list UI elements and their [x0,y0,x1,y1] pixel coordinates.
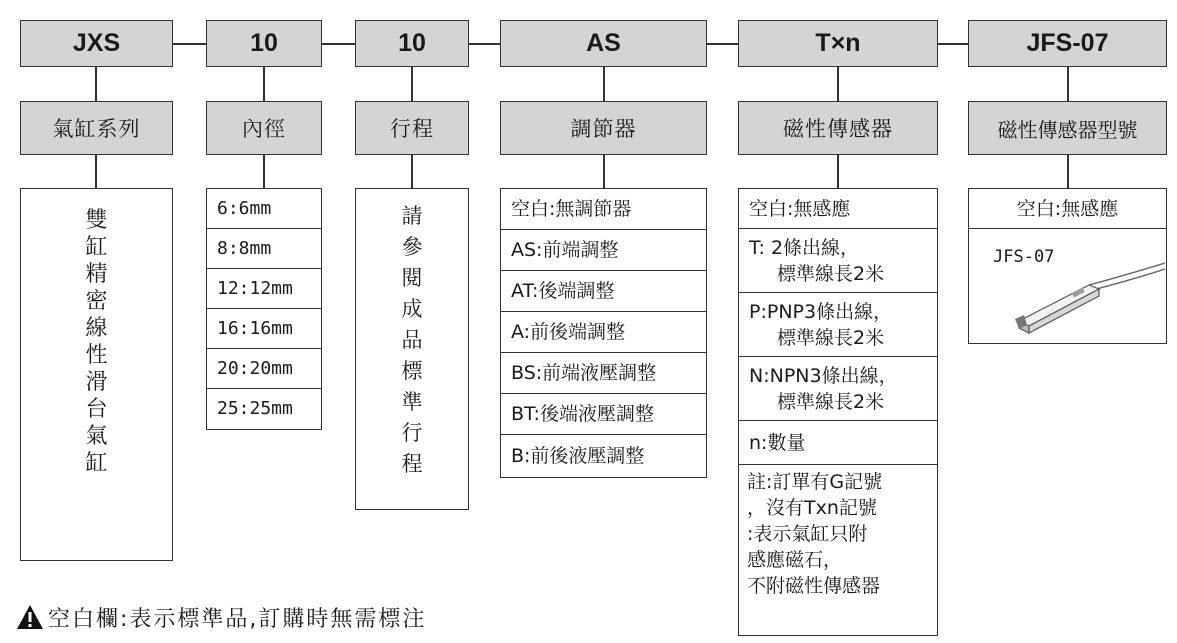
stroke-char: 品 [401,328,423,352]
stroke-char: 行 [401,421,423,445]
list-item: AS:前端調整 [501,230,706,271]
list-item [739,189,937,229]
label-sensor: 磁性傳感器 [738,101,938,155]
sensor-image-label: JFS-07 [993,247,1055,267]
sensor-image-panel [969,229,1166,342]
list-item [739,229,937,293]
sensor-illustration [969,229,1165,342]
sensor-n-line1: N:NPN3條出線， [749,364,898,387]
stroke-char: 參 [401,235,423,259]
code-regulator: AS [500,20,707,67]
list-item [739,357,937,421]
series-char: 雙 [85,208,108,233]
series-char: 線 [85,316,108,341]
bore-options [206,188,322,430]
sensor-t-line2: 標準線長2米 [777,262,885,285]
sensor-t-line1: T: 2條出線， [749,236,860,259]
series-char: 性 [85,343,108,368]
stroke-vertical-text [356,189,468,480]
stroke-char: 標 [401,359,423,383]
label-series: 氣缸系列 [20,101,173,155]
series-char: 密 [85,289,108,314]
series-char: 缸 [85,235,108,260]
stroke-detail [355,188,469,510]
list-item: 空白:無調節器 [501,189,706,230]
list-item [739,293,937,357]
list-item: BS:前端液壓調整 [501,353,706,394]
list-item: A:前後端調整 [501,312,706,353]
list-item: 8:8mm [207,229,321,269]
sensor-blank: 空白:無感應 [749,197,851,220]
code-sensor-model: JFS-07 [968,20,1167,67]
list-item: 25:25mm [217,397,293,419]
label-bore: 內徑 [206,101,322,155]
label-regulator: 調節器 [500,101,707,155]
label-stroke: 行程 [355,101,469,155]
series-char: 缸 [85,451,108,476]
series-char: 台 [85,397,108,422]
sensor-model-blank: 空白:無感應 [1016,197,1119,220]
sensor-options [738,188,938,636]
label-sensor-model: 磁性傳感器型號 [968,101,1167,155]
list-item: 20:20mm [207,349,321,389]
stroke-char: 成 [401,297,423,321]
list-item: B:前後液壓調整 [511,444,645,467]
sensor-model-options [968,188,1167,344]
list-item: 12:12mm [207,269,321,309]
code-sensor: T×n [738,20,938,67]
list-item: 16:16mm [207,309,321,349]
code-series: JXS [20,20,173,67]
list-item: 6:6mm [207,189,321,229]
list-item [969,189,1166,229]
regulator-options [500,188,707,478]
series-vertical-text [21,189,172,477]
sensor-note: 註:訂單有G記號 ，沒有Txn記號 :表示氣缸只附 感應磁石， 不附磁性傳感器 [747,471,883,597]
stroke-char: 閱 [401,266,423,290]
sensor-count: n:數量 [749,431,806,454]
series-char: 精 [85,262,108,287]
stroke-char: 程 [401,452,423,476]
stroke-char: 準 [401,390,423,414]
series-char: 滑 [85,370,108,395]
code-stroke: 10 [355,20,469,67]
list-item [739,421,937,465]
code-bore: 10 [206,20,322,67]
sensor-n-line2: 標準線長2米 [777,390,885,413]
list-item: BT:後端液壓調整 [501,394,706,435]
warning-triangle-icon [16,604,44,630]
series-char: 氣 [85,424,108,449]
footer-note [16,600,426,634]
sensor-p-line1: P:PNP3條出線， [749,300,893,323]
list-item: AT:後端調整 [501,271,706,312]
footer-note-text: 空白欄:表示標準品,訂購時無需標注 [48,606,427,632]
stroke-char: 請 [401,204,423,228]
sensor-p-line2: 標準線長2米 [777,326,885,349]
series-detail [20,188,173,561]
